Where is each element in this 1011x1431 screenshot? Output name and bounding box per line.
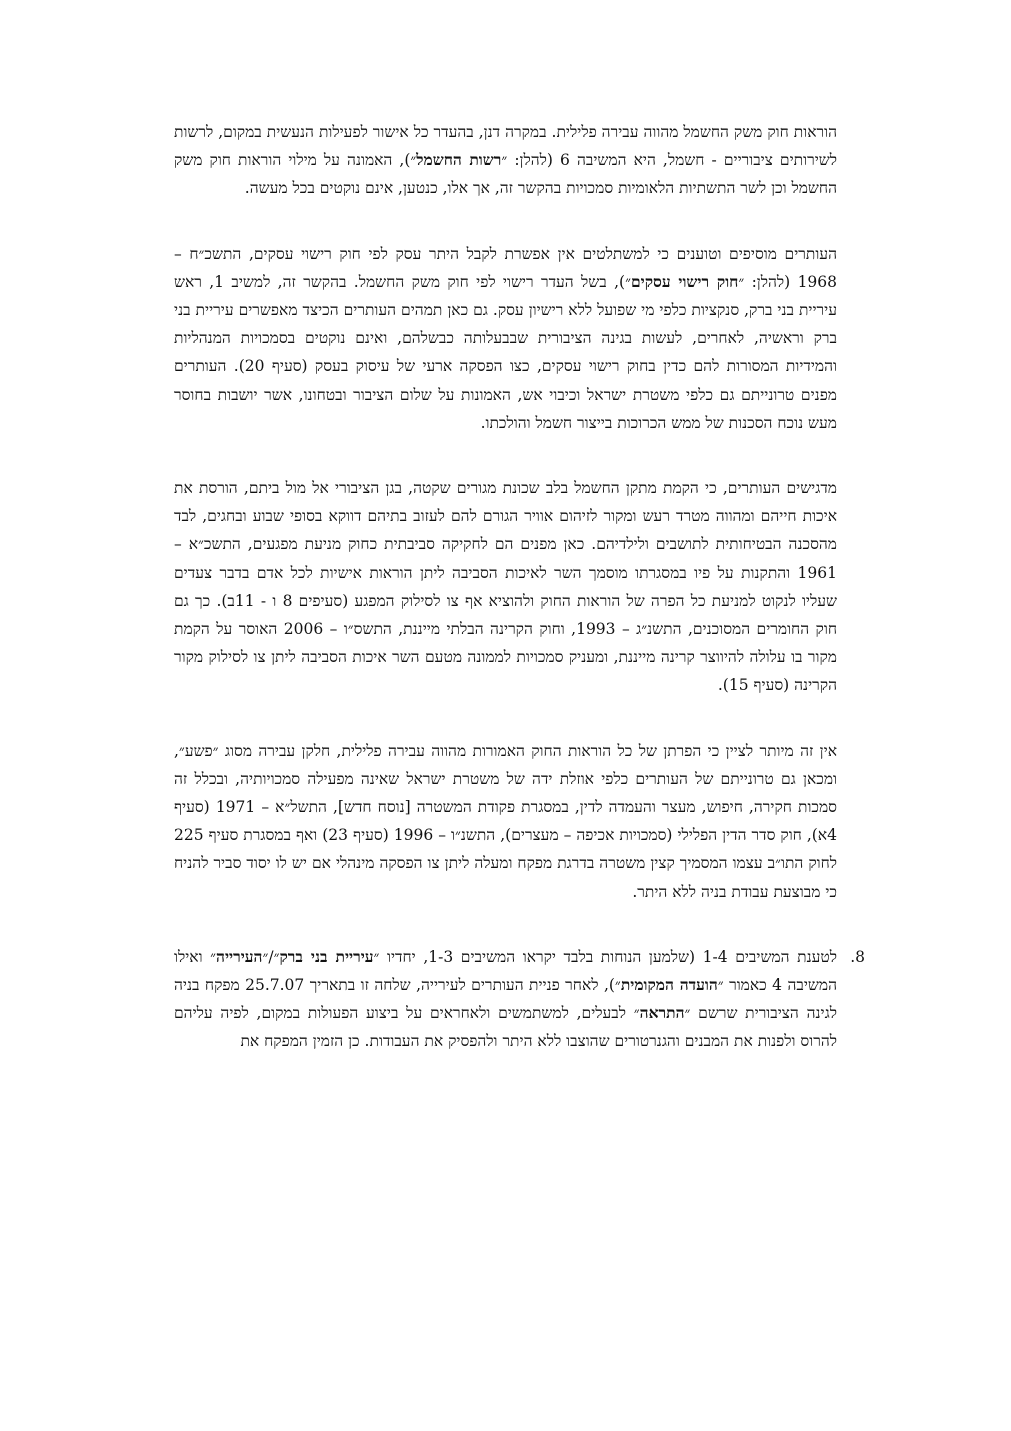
segment: ״ ואילו המשיבה 4 כאמור ״ [174,947,837,995]
paragraph-4 [174,737,837,906]
segment: ״), לאחר פניית העותרים לעירייה, שלחה זו בתאריך 25.7.07 מפקח בניה לגינה הציבורית שרשם ״ [174,976,837,1023]
segment: הוראות חוק משק החשמל מהווה עבירה פלילית. במקרה דנן, בהעדר כל אישור לפעילות הנעשית במקום, לרשות לשירותים ציבוריים - חשמל, היא המשיבה 6 (להלן: ״ [174,123,837,170]
bold-term: התראה [639,1003,685,1023]
bold-term: חוק רישוי עסקים [630,271,739,291]
paragraph-3 [174,474,837,700]
segment: ״/״ [262,947,280,966]
segment: ״), בשל העדר רישוי לפי חוק משק החשמל. בהקשר זה, למשיב 1, ראש עיריית בני ברק, סנקציות כלפי מי שפועל ללא רישיון עסק. גם כאן תמהים העותרים הכיצד מאפשרים עיריית בני ברק וראשיה, לאחרים, לעשות בגינה הציבורית שבבעלותה כבשלהם, ואינם נוקטים בסמכויות המנהליות והמידיות המסורות להם כדין בחוק רישוי עסקים, כצו הפסקה ארעי של עיסוק בעסק (סעיף 20). העותרים מפנים טרונייתם גם כלפי משטרת ישראל וכיבוי אש, האמונות על שלום הציבור ובטחונו, אשר יושבות בחוסר מעש נוכח הסכנות של ממש הכרוכות בייצור חשמל והולכתו. [174,272,838,432]
segment: לטענת המשיבים 1-4 (שלמען הנוחות בלבד יקראו המשיבים 1-3, יחדיו ״ [373,947,837,966]
bold-term: עיריית בני ברק [279,946,374,966]
segment: אין זה מיותר לציין כי הפרתן של כל הוראות החוק האמורות מהווה עבירה פלילית, חלקן עבירה מסוג ״פשע״, ומכאן גם טרונייתם של העותרים כלפי אוזלת ידה של משטרת ישראל שאינה מפעילה סמכויותיה, ובכלל זה סמכות חקירה, חיפוש, מעצר והעמדה לדין, במסגרת פקודת המשטרה [נוסח חדש], התשל״א – 1971 (סעיף 4א), חוק סדר הדין הפלילי (סמכויות אכיפה – מעצרים), התשנ״ו – 1996 (סעיף 23) ואף במסגרת סעיף 225 לחוק התו״ב עצמו המסמיך קצין משטרה בדרגת מפקח ומעלה ליתן צו הפסקה מינהלי אם יש לו יסוד סביר להניח כי מבוצעת עבודת בניה ללא היתר. [174,741,837,901]
segment: העותרים מוסיפים וטוענים כי למשתלטים אין אפשרת לקבל היתר עסק לפי חוק רישוי עסקים, התשכ״ח – 1968 (להלן: ״ [174,244,838,291]
segment: מדגישים העותרים, כי הקמת מתקן החשמל בלב שכונת מגורים שקטה, בגן הציבורי אל מול ביתם, הורסת את איכות חייהם ומהווה מטרד רעש ומקור לזיהום אוויר הגורם להם לעזוב בתיהם דווקא בסופי שבוע ובחגים, לבד מהסכנה הבטיחותית לתושבים ולילדיהם. כאן מפנים הם לחקיקה סביבתית כחוק מניעת מפגעים, התשכ״א – 1961 והתקנות על פיו במסגרתו מוסמך השר לאיכות הסביבה ליתן הוראות אישיות לכל אדם בדבר צעדים שעליו לנקוט למניעת כל הפרה של הוראות החוק ולהוציא אף צו לסילוק המפגע (סעיפים 8 ו - 11ב). כך גם חוק החומרים המסוכנים, התשנ״ג – 1993, וחוק הקרינה הבלתי מייננת, התשס״ו – 2006 האוסר על הקמת מקור בו עלולה להיווצר קרינה מייננת, ומעניק סמכויות לממונה מטעם השר איכות הסביבה ליתן צו לסילוק מקור הקרינה (סעיף 15). [174,479,837,695]
bold-term: הועדה המקומית [620,975,718,995]
paragraph-2 [174,240,837,437]
paragraph-1 [174,118,837,203]
segment: ״), האמונה על מילוי הוראות חוק משק החשמל וכן לשר התשתיות הלאומיות סמכויות בהקשר זה, אך אלו, כנטען, אינם נוקטים בכל מעשה. [174,151,837,198]
numbered-paragraph-8 [174,943,865,1056]
paragraph-number: .8 [850,947,865,966]
segment: ״ לבעלים, למשתמשים ולאחראים על ביצוע הפעולות במקום, לפיה עליהם להרוס ולפנות את המבנים והגנרטורים שהוצבו ללא היתר ולהפסיק את העבודות. כן הזמין המפקח את [174,1004,837,1051]
bold-term: העירייה [216,946,263,966]
bold-term: רשות החשמל [416,150,502,170]
